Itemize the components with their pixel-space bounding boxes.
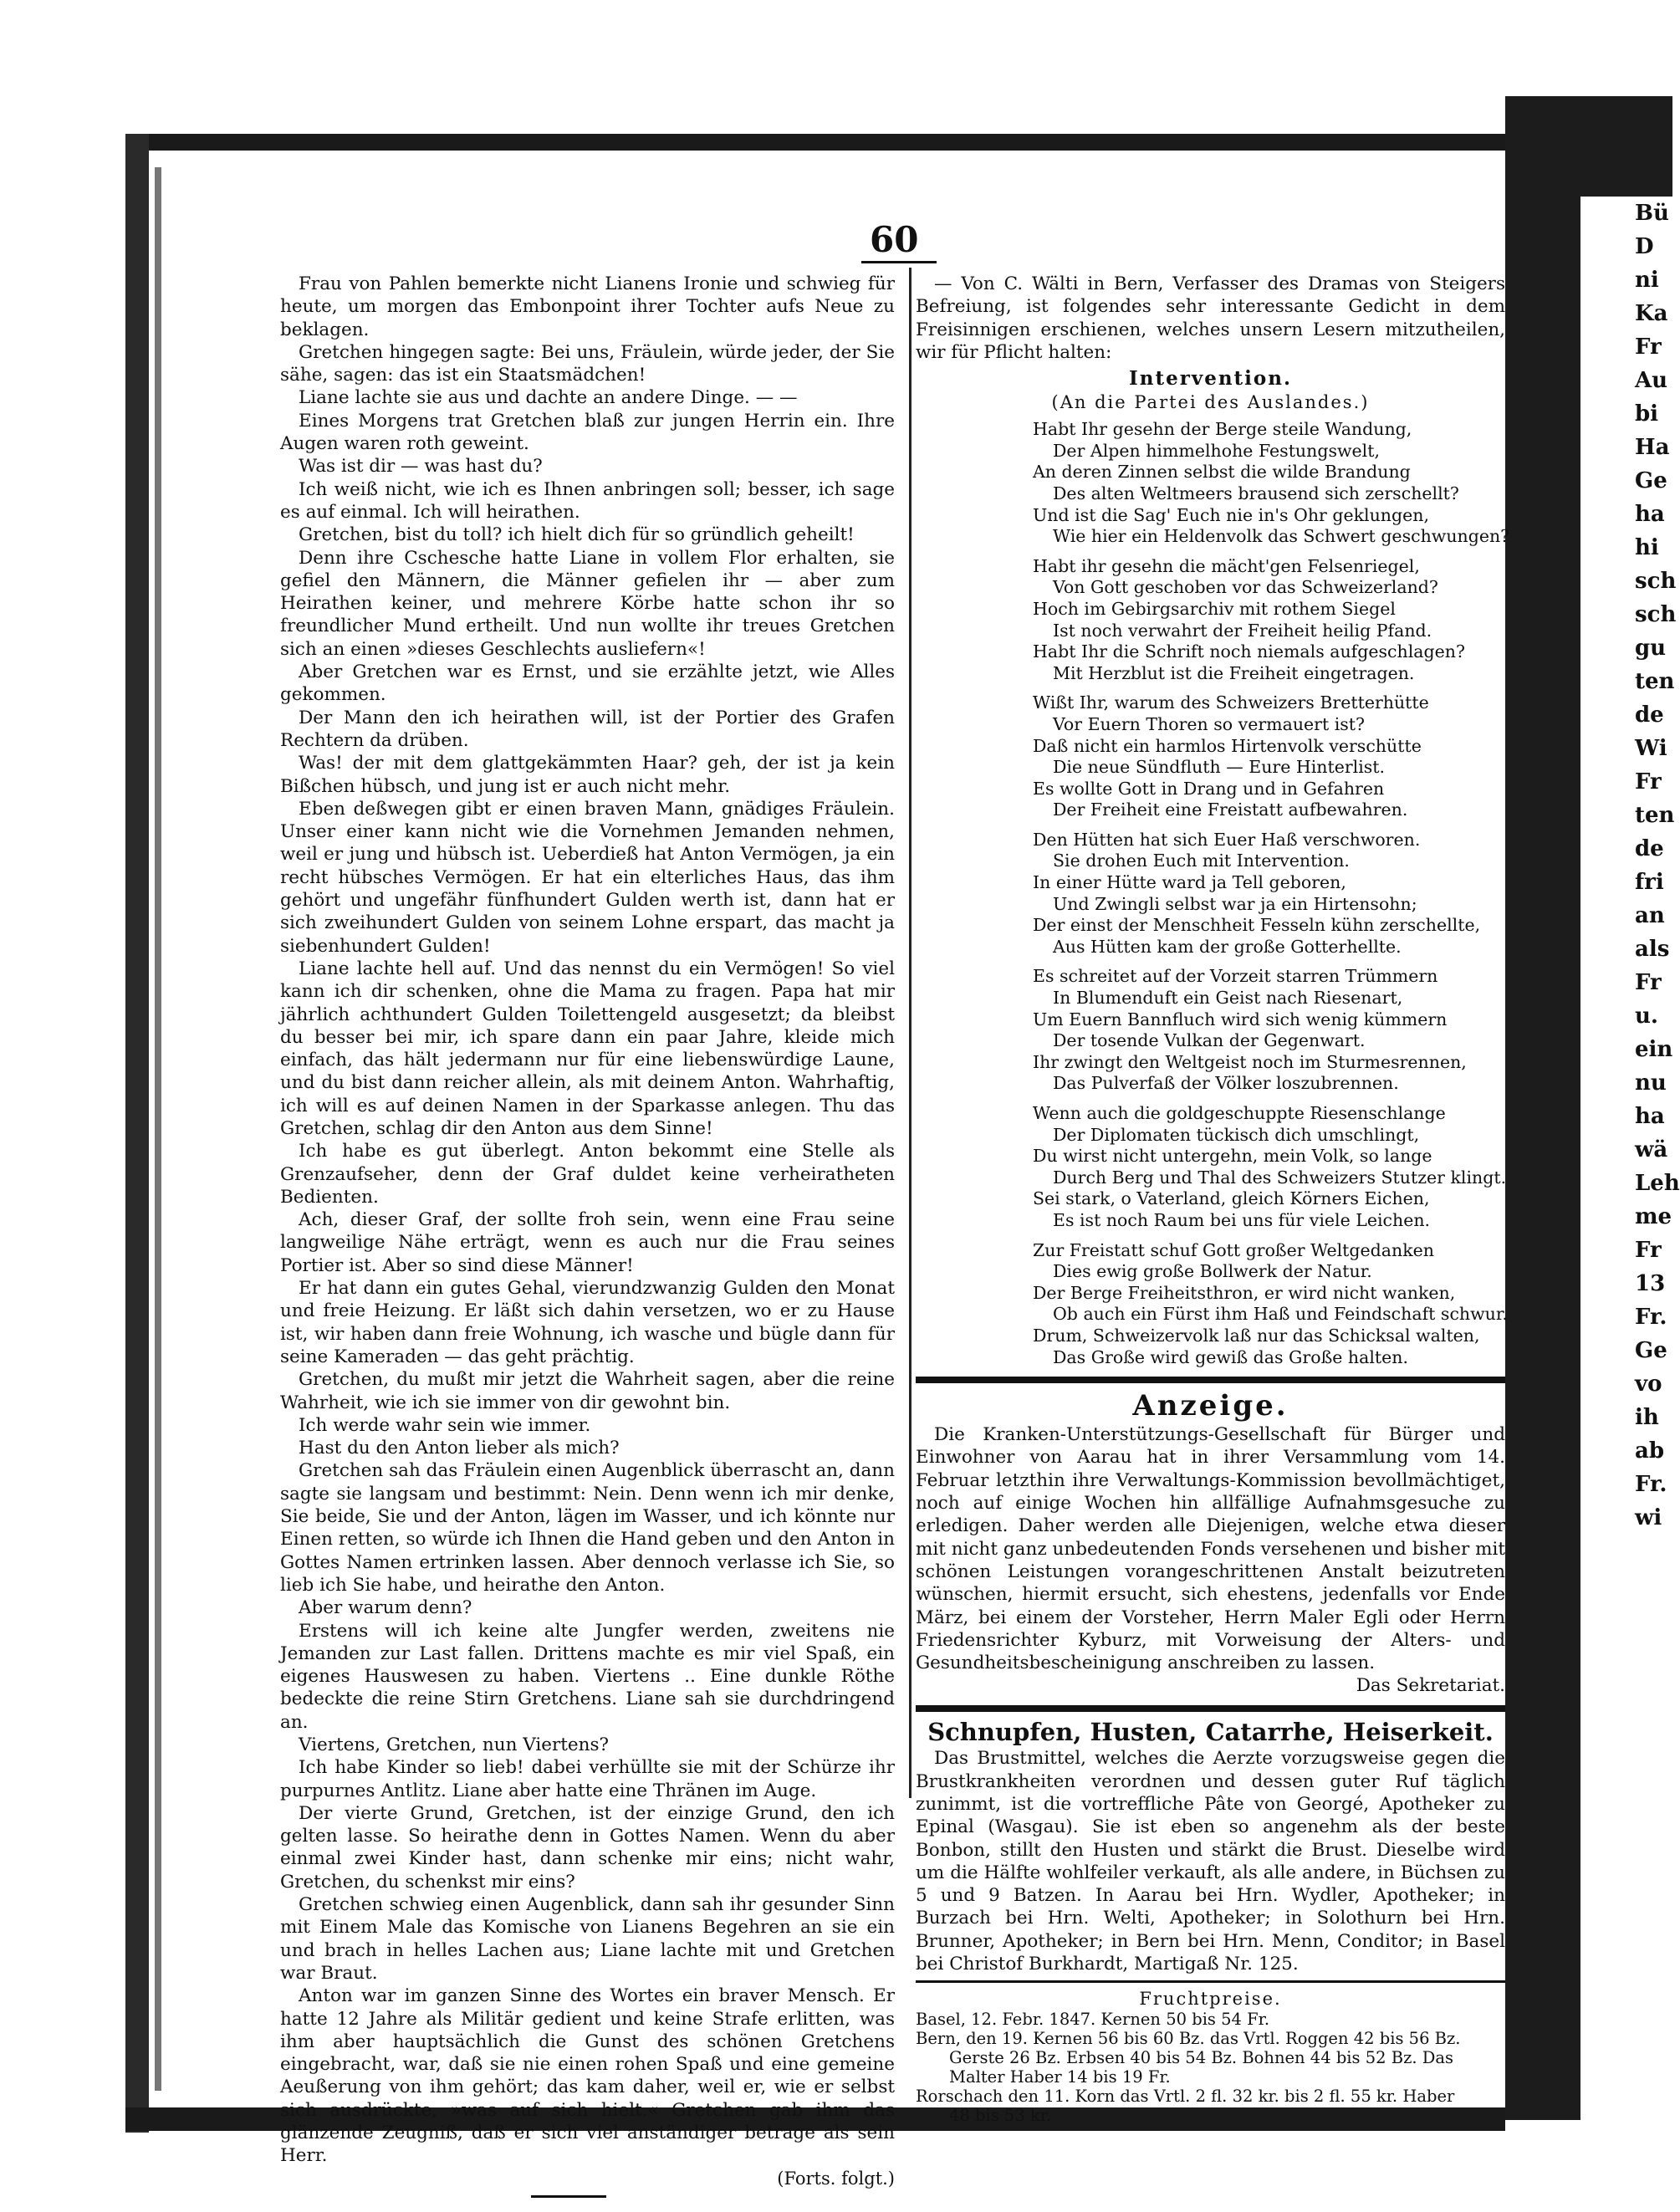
poem-line: Drum, Schweizervolk laß nur das Schicksal walten, (1033, 1325, 1480, 1346)
adjacent-page-fragment: Fr (1635, 970, 1662, 995)
poem-line: Ob auch ein Fürst ihm Haß und Feindschaft schwur. (1053, 1304, 1508, 1325)
story-paragraph: Der Mann den ich heirathen will, ist der Portier des Grafen Rechtern da drüben. (280, 707, 895, 751)
story-paragraph: Ach, dieser Graf, der sollte froh sein, wenn eine Frau seine langweilige Nähe erträgt, wenn es auch nur die Frau seines Portier ist. Aber so sind diese Männer! (280, 1209, 895, 1276)
story-paragraph: Eines Morgens trat Gretchen blaß zur jungen Herrin ein. Ihre Augen waren roth geweint. (280, 410, 895, 455)
adjacent-page-fragment: nu (1635, 1070, 1667, 1096)
poem-line: Die neue Sündfluth — Eure Hinterlist. (1053, 757, 1386, 778)
adjacent-page-fragment: Ge (1635, 468, 1667, 493)
adjacent-page-fragment: Bü (1635, 201, 1669, 226)
adjacent-page-edge (1635, 197, 1680, 2103)
adjacent-page-fragment: Ha (1635, 435, 1670, 460)
section-rule (916, 1377, 1505, 1383)
ad-signature: Das Sekretariat. (1356, 1675, 1505, 1697)
adjacent-page-fragment: 13 (1635, 1271, 1666, 1296)
grain-prices-heading: Fruchtpreise. (1139, 1989, 1282, 2010)
poem-line: In Blumenduft ein Geist nach Riesenart, (1053, 988, 1403, 1009)
adjacent-page-fragment: ten (1635, 803, 1675, 828)
story-paragraph: Eben deßwegen gibt er einen braven Mann, gnädiges Fräulein. Unser einer kann nicht wie die Vornehmen Jemanden nehmen, weil er jung und hübsch ist. Ueberdieß hat Anton Vermögen, ja ein recht hübsches Vermögen. Er hat ein elterliches Haus, das ihm gehört und ungefähr fünfhundert Gulden werth ist, dann hat er sich zweihundert Gulden von seinem Lohne erspart, das macht ja siebenhundert Gulden! (280, 798, 895, 957)
left-column (280, 273, 895, 2198)
adjacent-page-fragment: sch (1635, 602, 1677, 627)
price-line: Rorschach den 11. Korn das Vrtl. 2 fl. 32 kr. bis 2 fl. 55 kr. Haber (916, 2087, 1455, 2107)
adjacent-page-fragment: ha (1635, 1104, 1665, 1129)
poem-line: Habt Ihr die Schrift noch niemals aufgeschlagen? (1033, 641, 1465, 662)
section-rule (916, 1705, 1505, 1712)
poem-line: Des alten Weltmeers brausend sich zerschellt? (1053, 483, 1459, 503)
story-paragraph: Gretchen schwieg einen Augenblick, dann sah ihr gesunder Sinn mit Einem Male das Komische von Lianens Begehren an sie ein und brach in helles Lachen aus; Liane lachte mit und Gretchen war Braut. (280, 1894, 895, 1984)
adjacent-page-fragment: ten (1635, 669, 1675, 694)
column-divider (909, 268, 911, 1798)
right-column (916, 273, 1510, 2126)
poem-line: Der Berge Freiheitsthron, er wird nicht wanken, (1033, 1282, 1456, 1303)
poem-stanza (1033, 419, 1510, 548)
adjacent-page-fragment: Fr (1635, 335, 1662, 360)
story-paragraph: Gretchen hingegen sagte: Bei uns, Fräulein, würde jeder, der Sie sähe, sagen: das ist ein Staatsmädchen! (280, 341, 895, 386)
story-paragraph: Aber warum denn? (299, 1597, 472, 1619)
story-paragraph: Aber Gretchen war es Ernst, und sie erzählte jetzt, wie Alles gekommen. (280, 662, 895, 706)
adjacent-page-fragment: Fr. (1635, 1472, 1667, 1497)
poem-line: Und Zwingli selbst war ja ein Hirtensohn; (1053, 893, 1417, 914)
adjacent-page-fragment: bi (1635, 401, 1659, 427)
story-paragraph: Gretchen, du mußt mir jetzt die Wahrheit sagen, aber die reine Wahrheit, wie ich sie immer von dir gewohnt bin. (280, 1369, 895, 1413)
adjacent-page-fragment: de (1635, 836, 1664, 861)
poem-line: Wie hier ein Heldenvolk das Schwert geschwungen? (1053, 526, 1510, 547)
page-number-rule (861, 261, 937, 263)
page-number: 60 (870, 219, 919, 260)
poem-line: Das Pulverfaß der Völker loszubrennen. (1053, 1073, 1399, 1094)
poem-line: Den Hütten hat sich Euer Haß verschworen. (1033, 829, 1421, 850)
poem-line: Habt Ihr gesehn der Berge steile Wandung, (1033, 419, 1412, 440)
poem-line: Der Freiheit eine Freistatt aufbewahren. (1053, 799, 1408, 820)
adjacent-page-fragment: de (1635, 702, 1664, 728)
story-text (280, 273, 895, 2168)
adjacent-page-fragment: Au (1635, 368, 1668, 393)
poem-line: Der Diplomaten tückisch dich umschlingt, (1053, 1124, 1420, 1145)
adjacent-page-fragment: u. (1635, 1004, 1658, 1029)
price-line: Bern, den 19. Kernen 56 bis 60 Bz. das Vrtl. Roggen 42 bis 56 Bz. (916, 2029, 1461, 2049)
scan-border-left-inner (155, 167, 161, 2091)
poem-line: Sei stark, o Vaterland, gleich Körners Eichen, (1033, 1188, 1430, 1209)
story-paragraph: Anton war im ganzen Sinne des Wortes ein braver Mensch. Er hatte 12 Jahre als Militär gedient und keine Strafe erlitten, was ihm aber hauptsächlich die Gunst des schönen Gretchens eingebracht, war, daß sie nie einen rohen Spaß und eine gemeine Aeußerung von ihm gehört; das kam daher, weil er, wie er selbst sich ausdrückte, »was auf sich hielt.« Gretchen gab ihm das glänzende Zeugniß, daß er sich viel anständiger betrage als sein Herr. (280, 1985, 895, 2167)
poem-stanza (1033, 966, 1505, 1095)
poem-line: Dies ewig große Bollwerk der Natur. (1053, 1261, 1372, 1282)
price-line: Gerste 26 Bz. Erbsen 40 bis 54 Bz. Bohnen 44 bis 52 Bz. Das (949, 2048, 1454, 2068)
story-paragraph: Ich weiß nicht, wie ich es Ihnen anbringen soll; besser, ich sage es auf einmal. Ich will heirathen. (280, 478, 895, 523)
adjacent-page-fragment: wä (1635, 1137, 1668, 1162)
poem-line: Von Gott geschoben vor das Schweizerland? (1053, 577, 1438, 598)
poem-line: Es ist noch Raum bei uns für viele Leichen. (1053, 1209, 1431, 1230)
story-paragraph: Viertens, Gretchen, nun Viertens? (299, 1734, 610, 1755)
poem-intro: — Von C. Wälti in Bern, Verfasser des Dramas von Steigers Befreiung, ist folgendes sehr interessante Gedicht in dem Freisinnigen erschienen, welches unsern Lesern mitzutheilen, wir für Pflicht halten: (916, 273, 1505, 363)
poem-line: Zur Freistatt schuf Gott großer Weltgedanken (1033, 1239, 1434, 1260)
ad-text: Die Kranken-Unterstützungs-Gesellschaft für Bürger und Einwohner von Aarau hat in ihrer Versammlung vom 14. Februar letzthin ihre Verwaltungs-Kommission bevollmächtiget, noch auf einige Wochen hin allfällige Aufnahmsgesuche zu erledigen. Daher werden alle Diejenigen, welche etwa dieser mit nicht ganz unbedeutenden Fonds versehenen und bisher mit schönen Leistungen vorangeschrittenen Anstalt beizutreten wünschen, hiermit ersucht, sich ehestens, jedenfalls vor Ende März, bei einem der Vorsteher, Herrn Maler Egli oder Herrn Friedensrichter Kyburz, mit Vorweisung der Alters- und Gesundheitsbescheinigung anschreiben zu lassen. (916, 1424, 1505, 1674)
poem-stanza (1033, 1239, 1508, 1369)
scan-border-top (125, 134, 1505, 151)
poem-line: Der einst der Menschheit Fesseln kühn zerschellte, (1033, 915, 1481, 936)
adjacent-page-fragment: me (1635, 1204, 1672, 1229)
story-paragraph: Liane lachte hell auf. Und das nennst du ein Vermögen! So viel kann ich dir schenken, ohne die Mama zu fragen. Papa hat mir jährlich achthundert Gulden Toilettengeld ausgesetzt; da bleibst du besser bei mir, ich spare dann ein paar Jahre, kleide mich einfach, das hält jedermann nur für eine liebenswürdige Laune, und du bist dann reicher allein, als mit deinem Anton. Wahrhaftig, ich will es auf deinen Namen in der Sparkasse anlegen. Thu das Gretchen, schlag dir den Anton aus dem Sinne! (280, 958, 895, 1139)
poem-stanza (1033, 1103, 1505, 1232)
story-paragraph: Gretchen, bist du toll? ich hielt dich für so gründlich geheilt! (299, 524, 855, 546)
adjacent-page-fragment: vo (1635, 1372, 1662, 1397)
price-line: 48 bis 53 kr. (949, 2106, 1052, 2126)
story-paragraph: Was ist dir — was hast du? (299, 456, 543, 478)
adjacent-page-fragment: ih (1635, 1405, 1659, 1430)
story-end-rule (531, 2195, 606, 2198)
poem-line: Es schreitet auf der Vorzeit starren Trümmern (1033, 966, 1438, 987)
story-paragraph: Ich werde wahr sein wie immer. (299, 1414, 591, 1436)
grain-prices (916, 2010, 1505, 2125)
story-paragraph: Ich habe es gut überlegt. Anton bekommt eine Stelle als Grenzaufseher, denn der Graf duldet keine verheiratheten Bedienten. (280, 1141, 895, 1208)
adjacent-page-fragment: Leh (1635, 1171, 1680, 1196)
adjacent-page-fragment: Fr (1635, 1238, 1662, 1263)
poem (916, 419, 1510, 1368)
adjacent-page-fragment: D (1635, 234, 1654, 259)
poem-line: Wißt Ihr, warum des Schweizers Bretterhütte (1033, 692, 1429, 713)
poem-line: Es wollte Gott in Drang und in Gefahren (1033, 778, 1385, 799)
poem-line: Vor Euern Thoren so vermauert ist? (1053, 713, 1366, 734)
adjacent-page-fragment: Ge (1635, 1338, 1667, 1363)
story-paragraph: Denn ihre Cschesche hatte Liane in vollem Flor erhalten, sie gefiel den Männern, die Männer gefielen ihr — aber zum Heirathen keiner, und mehrere Körbe hatte schon ihr so freundlicher Mund ertheilt. Und nun wollte ihr treues Gretchen sich an einen »dieses Geschlechts ausliefern«! (280, 547, 895, 660)
poem-subtitle: (An die Partei des Auslandes.) (1051, 392, 1370, 413)
story-paragraph: Erstens will ich keine alte Jungfer werden, zweitens nie Jemanden zur Last fallen. Drittens machte es mir viel Spaß, ein eigenes Hauswesen zu haben. Viertens .. Eine dunkle Röthe bedeckte die reine Stirn Gretchens. Liane sah sie durchdringend an. (280, 1620, 895, 1733)
story-paragraph: Liane lachte sie aus und dachte an andere Dinge. — — (299, 387, 798, 409)
adjacent-page-fragment: ab (1635, 1438, 1665, 1464)
ad-heading: Anzeige. (1132, 1389, 1289, 1423)
adjacent-page-fragment: Wi (1635, 736, 1667, 761)
poem-line: Wenn auch die goldgeschuppte Riesenschlange (1033, 1103, 1446, 1123)
poem-line: Der tosende Vulkan der Gegenwart. (1053, 1030, 1366, 1051)
scan-gutter-right (1505, 96, 1580, 2120)
poem-line: Mit Herzblut ist die Freiheit eingetragen. (1053, 662, 1415, 683)
adjacent-page-fragment: wi (1635, 1505, 1662, 1530)
poem-line: Und ist die Sag' Euch nie in's Ohr geklungen, (1033, 504, 1429, 525)
poem-line: Du wirst nicht untergehn, mein Volk, so lange (1033, 1146, 1432, 1167)
adjacent-page-fragment: als (1635, 937, 1670, 962)
adjacent-page-fragment: sch (1635, 569, 1677, 594)
price-line: Basel, 12. Febr. 1847. Kernen 50 bis 54 Fr. (916, 2010, 1270, 2030)
adjacent-page-fragment: Fr. (1635, 1305, 1667, 1330)
story-paragraph: Er hat dann ein gutes Gehal, vierundzwanzig Gulden den Monat und freie Heizung. Er läßt sich dahin versetzen, wo er zu Hause ist, wir haben dann freie Wohnung, ich wasche und bügle dann für seine Kameraden — das geht prächtig. (280, 1278, 895, 1367)
poem-line: In einer Hütte ward ja Tell geboren, (1033, 872, 1346, 893)
adjacent-page-fragment: ha (1635, 502, 1665, 527)
poem-stanza (1033, 830, 1505, 958)
adjacent-page-fragment: ni (1635, 268, 1659, 293)
poem-line: Hoch im Gebirgsarchiv mit rothem Siegel (1033, 598, 1396, 619)
poem-line: Das Große wird gewiß das Große halten. (1053, 1346, 1408, 1367)
poem-line: Sie drohen Euch mit Intervention. (1053, 851, 1350, 871)
adjacent-page-fragment: hi (1635, 535, 1659, 560)
adjacent-page-fragment: an (1635, 903, 1665, 928)
adjacent-page-fragment: gu (1635, 636, 1667, 661)
story-paragraph: Frau von Pahlen bemerkte nicht Lianens Ironie und schwieg für heute, um morgen das Embonpoint ihrer Tochter aufs Neue zu beklagen. (280, 273, 895, 340)
poem-line: An deren Zinnen selbst die wilde Brandung (1033, 462, 1411, 483)
poem-line: Durch Berg und Thal des Schweizers Stutzer klingt. (1053, 1167, 1507, 1188)
story-paragraph: Hast du den Anton lieber als mich? (299, 1438, 620, 1459)
continuation-note: (Forts. folgt.) (777, 2168, 895, 2189)
poem-line: Habt ihr gesehn die mächt'gen Felsenriegel, (1033, 555, 1420, 576)
adjacent-page-fragment: Ka (1635, 301, 1668, 326)
story-paragraph: Der vierte Grund, Gretchen, ist der einzige Grund, den ich gelten lasse. So heirathe denn in Gottes Namen. Wenn du aber einmal zwei Kinder hast, dann schenke mir eins; nicht wahr, Gretchen, du schenkst mir eins? (280, 1802, 895, 1893)
scan-border-left (125, 134, 149, 2133)
poem-line: Um Euern Bannfluch wird sich wenig kümmern (1033, 1009, 1448, 1029)
poem-stanza (1033, 556, 1505, 685)
adjacent-page-fragment: ein (1635, 1037, 1673, 1062)
adjacent-page-fragment: fri (1635, 870, 1664, 895)
medicine-ad-text: Das Brustmittel, welches die Aerzte vorzugsweise gegen die Brustkrankheiten verordnen und dessen guter Ruf täglich zunimmt, ist die vortreffliche Pâte von Georgé, Apotheker zu Epinal (Wasgau). Sie ist eben so angenehm als der beste Bonbon, stillt den Husten und stärkt die Brust. Dieselbe wird um die Hälfte wohlfeiler verkauft, als alle andere, in Büchsen zu 5 und 9 Batzen. In Aarau bei Hrn. Wydler, Apotheker; in Burzach bei Hrn. Welti, Apotheker; in Solothurn bei Hrn. Brunner, Apotheker; in Bern bei Hrn. Menn, Conditor; in Basel bei Christof Burkhardt, Martigaß Nr. 125. (916, 1748, 1505, 1975)
poem-line: Der Alpen himmelhohe Festungswelt, (1053, 440, 1380, 461)
poem-stanza (1033, 692, 1505, 821)
poem-line: Ist noch verwahrt der Freiheit heilig Pfand. (1053, 620, 1432, 641)
price-line: Malter Haber 14 bis 19 Fr. (949, 2067, 1171, 2087)
poem-line: Aus Hütten kam der große Gotterhellte. (1053, 936, 1402, 957)
poem-title: Intervention. (1128, 367, 1292, 391)
scan-corner-right (1580, 96, 1672, 197)
story-paragraph: Gretchen sah das Fräulein einen Augenblick überrascht an, dann sagte sie langsam und bestimmt: Nein. Denn wenn ich mir denke, Sie beide, Sie und der Anton, lägen im Wasser, und ich könnte nur Einen retten, so würde ich Ihnen die Hand geben und den Anton in Gottes Namen ertrinken lassen. Aber dennoch verlasse ich Sie, so lieb ich Sie habe, und heirathe den Anton. (280, 1460, 895, 1596)
adjacent-page-fragment: Fr (1635, 769, 1662, 794)
poem-line: Ihr zwingt den Weltgeist noch im Sturmesrennen, (1033, 1051, 1467, 1072)
story-paragraph: Was! der mit dem glattgekämmten Haar? geh, der ist ja kein Bißchen hübsch, und jung ist er auch nicht mehr. (280, 753, 895, 797)
medicine-ad-heading: Schnupfen, Husten, Catarrhe, Heiserkeit. (927, 1718, 1494, 1747)
story-paragraph: Ich habe Kinder so lieb! dabei verhüllte sie mit der Schürze ihr purpurnes Antlitz. Liane aber hatte eine Thränen im Auge. (280, 1757, 895, 1801)
poem-line: Daß nicht ein harmlos Hirtenvolk verschütte (1033, 735, 1422, 756)
section-rule (916, 1980, 1505, 1983)
